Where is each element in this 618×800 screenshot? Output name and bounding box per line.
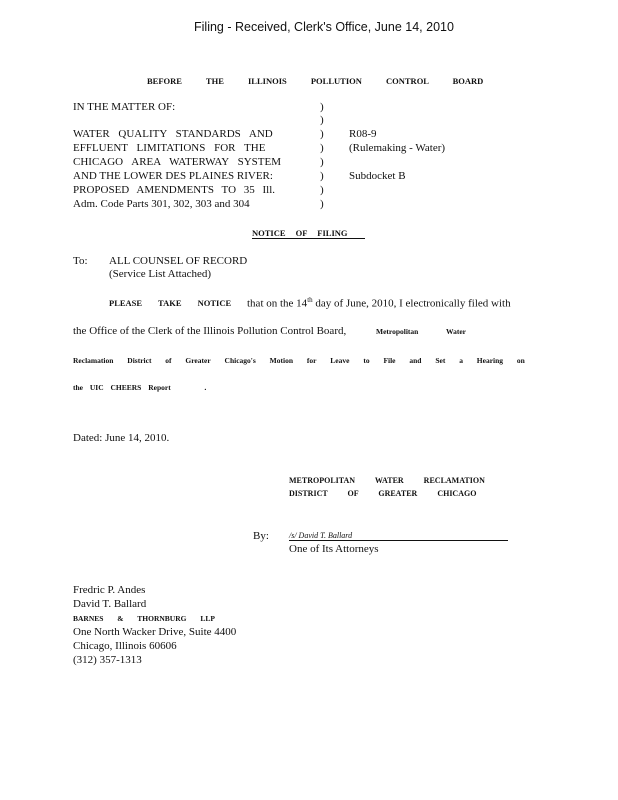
body-line-4: the UIC CHEERS Report (73, 383, 171, 392)
body-text: day of June, 2010, I electronically filed with (312, 297, 511, 310)
paren: ) (320, 128, 324, 140)
word: File (383, 356, 396, 365)
matter-line: CHICAGO AREA WATERWAY SYSTEM (73, 156, 281, 168)
body-line-4-end: . (204, 381, 207, 393)
paren: ) (320, 142, 324, 154)
counsel-phone: (312) 357-1313 (73, 654, 142, 666)
paren: ) (320, 156, 324, 168)
paren: ) (320, 184, 324, 196)
org-line-1: METROPOLITAN WATER RECLAMATION (289, 476, 485, 485)
body-line-2-bold-b: Water (446, 327, 466, 336)
counsel-address-1: One North Wacker Drive, Suite 4400 (73, 626, 237, 638)
counsel-name-1: Fredric P. Andes (73, 584, 146, 596)
in-the-matter: IN THE MATTER OF: (73, 101, 176, 113)
matter-line: EFFLUENT LIMITATIONS FOR THE (73, 142, 266, 154)
word: of (165, 356, 172, 365)
word: Reclamation (73, 356, 114, 365)
word: Set (435, 356, 446, 365)
signature-role: One of Its Attorneys (289, 543, 379, 555)
case-number: R08-9 (349, 128, 377, 140)
word: District (127, 356, 152, 365)
filing-stamp: Filing - Received, Clerk's Office, June 14, 2010 (194, 20, 454, 34)
paren: ) (320, 198, 324, 210)
word: to (363, 356, 370, 365)
to-line-2: (Service List Attached) (109, 268, 212, 280)
org-line-2: DISTRICT OF GREATER CHICAGO (289, 489, 477, 498)
dated-line: Dated: June 14, 2010. (73, 432, 170, 444)
matter-line: WATER QUALITY STANDARDS AND (73, 128, 273, 140)
counsel-firm: BARNES & THORNBURG LLP (73, 614, 215, 623)
body-line-1 (247, 296, 511, 310)
case-type: (Rulemaking - Water) (349, 142, 446, 154)
word: Leave (330, 356, 350, 365)
to-label: To: (73, 255, 88, 267)
body-line-3 (73, 356, 525, 365)
matter-line: AND THE LOWER DES PLAINES RIVER: (73, 170, 273, 182)
word: Hearing (476, 356, 504, 365)
word: Chicago's (224, 356, 256, 365)
word: a (459, 356, 463, 365)
signature-line (289, 540, 508, 541)
word: Greater (185, 356, 211, 365)
to-line-1: ALL COUNSEL OF RECORD (109, 255, 248, 267)
word: Motion (269, 356, 293, 365)
notice-title: NOTICE OF FILING (252, 228, 348, 238)
ordinal-suffix: th (307, 296, 313, 304)
body-line-2: the Office of the Clerk of the Illinois Pollution Control Board, (73, 325, 347, 337)
word: for (306, 356, 317, 365)
word: and (409, 356, 422, 365)
by-label: By: (253, 530, 269, 542)
paren: ) (320, 101, 324, 113)
matter-line: Adm. Code Parts 301, 302, 303 and 304 (73, 198, 250, 210)
paren: ) (320, 114, 324, 126)
counsel-name-2: David T. Ballard (73, 598, 147, 610)
subdocket: Subdocket B (349, 170, 406, 182)
board-title: BEFORE THE ILLINOIS POLLUTION CONTROL BOARD (147, 76, 484, 86)
paren: ) (320, 170, 324, 182)
matter-line: PROPOSED AMENDMENTS TO 35 Ill. (73, 184, 276, 196)
body-text: that on the 14 (247, 297, 308, 310)
notice-title-underline (252, 238, 365, 239)
body-line-2-bold-a: Metropolitan (376, 327, 419, 336)
word: on (516, 356, 525, 365)
notice-lead: PLEASE TAKE NOTICE (109, 298, 232, 308)
counsel-address-2: Chicago, Illinois 60606 (73, 640, 177, 652)
signature-text: /s/ David T. Ballard (289, 531, 353, 540)
